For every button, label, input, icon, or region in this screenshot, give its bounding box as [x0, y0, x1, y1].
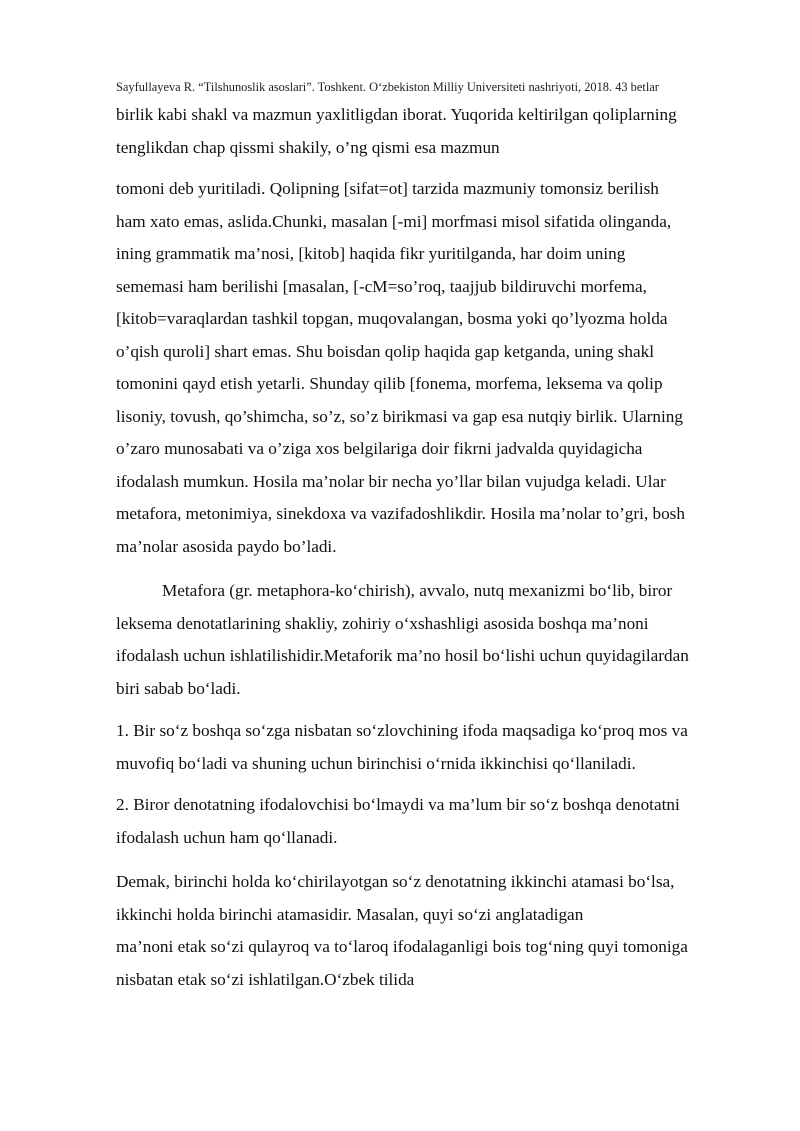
- text-line: birlik kabi shakl va mazmun yaxlitligdan iborat. Yuqorida keltirilgan qoliplarning: [116, 105, 677, 124]
- text-line: ham xato emas, aslida.Chunki, masalan [-mi] morfmasi misol sifatida olinganda,: [116, 211, 672, 231]
- text-line: ifodalash uchun ishlatilishidir.Metaforik ma’no hosil bo‘lishi uchun quyidagilardan: [116, 646, 689, 665]
- text-line: o’qish quroli] shart emas. Shu boisdan qolip haqida gap ketganda, uning shakl: [116, 341, 654, 361]
- paragraph-2: [116, 173, 756, 563]
- text-line: ifodalash mumkun. Hosila ma’nolar bir necha yo’llar bilan vujudga keladi. Ular: [116, 471, 666, 491]
- text-line: sememasi ham berilishi [masalan, [-cM=so’roq, taajjub bildiruvchi morfema,: [116, 276, 647, 296]
- text-line: lisoniy, tovush, qo’shimcha, so’z, so’z birikmasi va gap esa nutqiy birlik. Ularning: [116, 406, 683, 426]
- text-line: ma’noni etak so‘zi qulayroq va to‘laroq ifodalaganligi bois tog‘ning quyi tomoniga: [116, 937, 688, 956]
- paragraph-5: [116, 789, 756, 854]
- text-line: tenglikdan chap qissmi shakily, o’ng qismi esa mazmun: [116, 137, 500, 157]
- text-line: leksema denotatlarining shakliy, zohiriy o‘xshashligi asosida boshqa ma’noni: [116, 613, 649, 633]
- text-line: metafora, metonimiya, sinekdoxa va vazifadoshlikdir. Hosila ma’nolar to’gri, bosh: [116, 504, 685, 523]
- text-line: ma’nolar asosida paydo bo’ladi.: [116, 536, 337, 556]
- citation-header: Sayfullayeva R. “Tilshunoslik asoslari”. Toshkent. O‘zbekiston Milliy Universiteti nashriyoti, 2018. 43 betlar: [116, 80, 659, 94]
- text-line: ining grammatik ma’nosi, [kitob] haqida fikr yuritilganda, har doim uning: [116, 244, 626, 263]
- text-line: tomoni deb yuritiladi. Qolipning [sifat=ot] tarzida mazmuniy tomonsiz berilish: [116, 179, 659, 198]
- paragraph-4: [116, 715, 756, 780]
- text-line: biri sabab bo‘ladi.: [116, 678, 241, 698]
- text-line: ikkinchi holda birinchi atamasidir. Masalan, quyi so‘zi anglatadigan: [116, 904, 584, 924]
- paragraph-6: [116, 866, 756, 996]
- text-line: Demak, birinchi holda ko‘chirilayotgan so‘z denotatning ikkinchi atamasi bo‘lsa,: [116, 872, 675, 891]
- text-line: 1. Bir so‘z boshqa so‘zga nisbatan so‘zlovchining ifoda maqsadiga ko‘proq mos va: [116, 721, 688, 740]
- text-line: Metafora (gr. metaphora-ko‘chirish), avvalo, nutq mexanizmi bo‘lib, biror: [162, 581, 673, 600]
- text-line: tomonini qayd etish yetarli. Shunday qilib [fonema, morfema, leksema va qolip: [116, 374, 663, 393]
- text-line: 2. Biror denotatning ifodalovchisi bo‘lmaydi va ma’lum bir so‘z boshqa denotatni: [116, 795, 680, 814]
- paragraph-3: [116, 575, 756, 705]
- text-line: [kitob=varaqlardan tashkil topgan, muqovalangan, bosma yoki qo’lyozma holda: [116, 309, 668, 328]
- text-line: ifodalash uchun ham qo‘llanadi.: [116, 827, 338, 847]
- paragraph-1: [116, 99, 756, 164]
- text-line: muvofiq bo‘ladi va shuning uchun birinchisi o‘rnida ikkinchisi qo‘llaniladi.: [116, 753, 636, 773]
- text-line: nisbatan etak so‘zi ishlatilgan.O‘zbek tilida: [116, 969, 415, 989]
- text-line: o’zaro munosabati va o’ziga xos belgilariga doir fikrni jadvalda quyidagicha: [116, 439, 643, 458]
